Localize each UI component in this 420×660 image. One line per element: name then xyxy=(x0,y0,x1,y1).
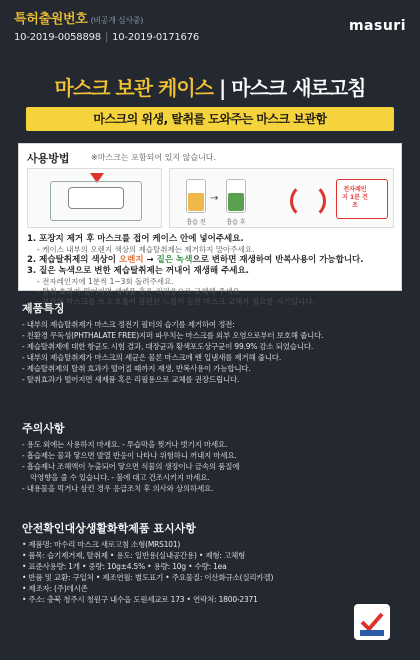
list-item: - 내부의 제습탈취제가 마스크의 세균은 물론 마스크에 밴 입냄새를 제거해 줍니다. xyxy=(22,353,282,362)
certification-mark-icon xyxy=(352,602,392,642)
safety-section xyxy=(22,520,402,605)
list-item: - 친환경 무독성(PHTHALATE FREE)지퍼 파우치는 마스크를 외부 오염으로부터 보호해 줍니다. xyxy=(22,331,324,340)
list-item: - 제습탈취제의 탈취 효과가 떨어질 때까지 재생, 반복사용이 가능합니다. xyxy=(22,364,251,373)
headline: 마스크 보관 케이스 | 마스크 새로고침 xyxy=(54,76,366,100)
patent-pending: (비공개 심사중) xyxy=(90,16,144,25)
list-item: • 표준사용량: 1개 • 중량: 10g±4.5% • 용량: 10g • 수량: 1ea xyxy=(22,562,227,571)
list-item: - 탈취효과가 떨어지면 새제품 혹은 리필용으로 교체를 권장드립니다. xyxy=(22,375,240,384)
usage-note: ※마스크는 포함되어 있지 않습니다. xyxy=(91,153,217,162)
features-title: 제품특징 xyxy=(22,302,65,315)
case-icon xyxy=(50,181,142,221)
fold-illustration xyxy=(27,168,162,228)
usage-steps: 1. 포장지 제거 후 마스크를 접어 케이스 안에 넣어주세요. - 케이스 내부의 오렌지 색상의 제습탈취제는 제거하지 말아주세요. 2. 제습탈취제의 색상이 오렌지 → 짙은 녹색으로 변하면 재생하여 반복사용이 가능합니다. 3. 짙은 녹색으로 변한 제습탈취제는 꺼내어 재생해 주세요. - 전자레인지에 1분씩 1~3회 돌려주세요. - 탈취 효과가 떨어지면 새제품 혹은 리필용으로 교체해 주세요. - 보관한 마스크를 쓰고 호흡이 불편한 느낌이 들면 마스크 교체가 필요한 시기입니다. xyxy=(27,234,364,306)
cycle-icon xyxy=(290,183,326,219)
list-item: • 품목: 습기제거제, 탈취제 • 용도: 일반용(실내공간용) • 제형: 고체형 xyxy=(22,551,246,560)
caution-title: 주의사항 xyxy=(22,422,65,435)
list-item: - 내용물을 먹거나 삼킨 경우 응급조치 후 의사와 상의하세요. xyxy=(22,484,214,493)
list-item: - 흡습제는 물과 닿으면 발열 반응이 나타나 위험하니 꺼내지 마세요. xyxy=(22,451,237,460)
patent-title: 특허출원번호 (비공개 심사중) xyxy=(14,12,144,27)
list-item: • 주소: 충북 청주시 청원구 내수읍 도원세교로 173 • 연락처: 1800-2371 xyxy=(22,595,258,604)
patent-numbers: 10-2019-0058898 | 10-2019-0171676 xyxy=(14,32,200,43)
list-item: - 내부의 제습탈취제가 마스크 정전기 필터의 습기를 제거하여 정전: xyxy=(22,320,235,329)
list-item: • 반품 및 교환: 구입처 • 제조연월: 별도표기 • 주요물질: 이산화규소(실리카겔) xyxy=(22,573,274,582)
jar-before-icon xyxy=(186,179,206,213)
safety-title: 안전확인대상생활화학제품 표시사항 xyxy=(22,522,196,535)
list-item: • 제조자: (주)데시존 xyxy=(22,584,88,593)
subtitle-banner: 마스크의 위생, 탈취를 도와주는 마스크 보관함 xyxy=(26,107,394,131)
jar-after-icon xyxy=(226,179,246,213)
arrow-right-icon: → xyxy=(210,193,219,204)
headline-right: 마스크 새로고침 xyxy=(231,76,366,100)
caution-section xyxy=(22,420,402,494)
list-item: - 흡습제나 조해액이 누출되어 닿으면 식물의 생장이나 금속의 품질에 xyxy=(22,462,240,471)
list-item: - 용도 외에는 사용하지 마세요. - 투습막을 찢거나 벗기지 마세요. xyxy=(22,440,228,449)
header-bar xyxy=(0,0,420,66)
headline-left: 마스크 보관 케이스 xyxy=(54,76,213,100)
brand-logo: masuri xyxy=(348,18,406,34)
list-item: 악영향을 줄 수 있습니다. - 불에 대고 건조시키지 마세요. xyxy=(30,473,210,482)
microwave-icon: 전자레인지 1분 건조 xyxy=(336,179,388,219)
usage-title: 사용방법 xyxy=(27,152,70,165)
features-section xyxy=(22,300,402,385)
list-item: - 제습탈취제에 대한 항균도 시험 결과, 대장균과 황색포도상구균이 99.9% 감소 되었습니다. xyxy=(22,342,314,351)
regenerate-illustration: 흡습 전 → 흡습 후 전자레인지 1분 건조 xyxy=(169,168,394,228)
usage-card xyxy=(18,143,402,306)
list-item: • 제품명: 마수리 마스크 새로고침 소형(MRS101) xyxy=(22,540,181,549)
